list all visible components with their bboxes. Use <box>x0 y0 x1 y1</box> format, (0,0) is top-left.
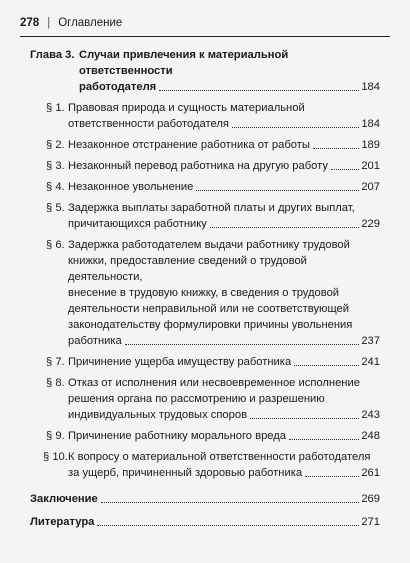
chapter-title-line-1: Случаи привлечения к материальной ответственности <box>79 49 289 77</box>
page-ref: 261 <box>361 467 380 479</box>
section-number: § 5. <box>46 202 65 214</box>
page-ref: 248 <box>361 430 380 442</box>
section-title-line: Причинение работнику морального вреда <box>68 430 287 442</box>
page-ref: 207 <box>361 181 380 193</box>
section-title-line: законодательству формулировки причины увольнения <box>68 319 353 331</box>
dot-leader <box>97 525 359 526</box>
section-title-line: Незаконный перевод работника на другую работу <box>68 160 328 172</box>
toc-section-2 <box>30 137 380 153</box>
dot-leader <box>250 418 359 419</box>
table-of-contents <box>30 47 380 530</box>
section-title-line: Правовая природа и сущность материальной <box>68 102 305 114</box>
header-rule <box>20 36 390 37</box>
dot-leader <box>289 439 359 440</box>
section-number: § 1. <box>46 102 65 114</box>
section-number: § 7. <box>46 356 65 368</box>
dot-leader <box>294 365 359 366</box>
section-title-line: книжки, предоставление сведений о трудовой деятельности, <box>68 255 307 283</box>
toc-sections <box>30 100 380 481</box>
running-header <box>20 17 390 29</box>
toc-section-1 <box>30 100 380 132</box>
toc-literature <box>30 514 380 530</box>
page-ref: 184 <box>361 118 380 130</box>
section-title-line: работника <box>68 335 122 347</box>
header-separator: | <box>47 17 51 29</box>
section-number: § 10. <box>43 451 68 463</box>
section-number: § 8. <box>46 377 65 389</box>
page-ref: 237 <box>361 335 380 347</box>
dot-leader <box>196 190 359 191</box>
toc-section-6 <box>30 237 380 349</box>
dot-leader <box>101 502 360 503</box>
page-ref: 229 <box>361 218 380 230</box>
toc-chapter-3 <box>30 47 380 95</box>
section-number: § 2. <box>46 139 65 151</box>
dot-leader <box>305 476 359 477</box>
section-number: § 6. <box>46 239 65 251</box>
section-title-line: Задержка работодателем выдачи работнику трудовой <box>68 239 350 251</box>
running-title: Оглавление <box>58 17 123 29</box>
dot-leader <box>232 127 359 128</box>
dot-leader <box>125 344 360 345</box>
page-ref: 189 <box>361 139 380 151</box>
page-ref: 271 <box>361 516 380 528</box>
page-ref: 243 <box>361 409 380 421</box>
dot-leader <box>159 90 359 91</box>
page-ref: 269 <box>361 493 380 505</box>
page-number: 278 <box>20 17 40 29</box>
section-title-line: Отказ от исполнения или несвоевременное исполнение <box>68 377 360 389</box>
section-title-line: решения органа по рассмотрению и разрешению <box>68 393 325 405</box>
section-number: § 9. <box>46 430 65 442</box>
toc-section-7 <box>30 354 380 370</box>
section-title-line: за ущерб, причиненный здоровью работника <box>68 467 303 479</box>
section-title-line: причитающихся работнику <box>68 218 207 230</box>
chapter-title-line-2: работодателя <box>79 81 157 93</box>
section-title-line: К вопросу о материальной ответственности работодателя <box>68 451 371 463</box>
dot-leader <box>210 227 359 228</box>
toc-section-5 <box>30 200 380 232</box>
literature-label: Литература <box>30 516 95 528</box>
page-ref: 201 <box>361 160 380 172</box>
page-ref: 241 <box>361 356 380 368</box>
toc-section-4 <box>30 179 380 195</box>
toc-section-10 <box>30 449 380 481</box>
page-ref: 184 <box>361 81 380 93</box>
toc-section-8 <box>30 375 380 423</box>
dot-leader <box>331 169 359 170</box>
section-title-line: Причинение ущерба имуществу работника <box>68 356 292 368</box>
dot-leader <box>313 148 359 149</box>
toc-section-9 <box>30 428 380 444</box>
section-title-line: ответственности работодателя <box>68 118 229 130</box>
section-title-line: внесение в трудовую книжку, в сведения о трудовой <box>68 287 340 299</box>
toc-conclusion <box>30 491 380 507</box>
section-title-line: Задержка выплаты заработной платы и других выплат, <box>68 202 355 214</box>
section-title-line: Незаконное увольнение <box>68 181 194 193</box>
toc-section-3 <box>30 158 380 174</box>
section-title-line: Незаконное отстранение работника от работы <box>68 139 310 151</box>
section-number: § 3. <box>46 160 65 172</box>
conclusion-label: Заключение <box>30 493 98 505</box>
section-title-line: деятельности неправильной или не соответствующей <box>68 303 349 315</box>
chapter-number: Глава 3. <box>30 49 75 61</box>
section-number: § 4. <box>46 181 65 193</box>
section-title-line: индивидуальных трудовых споров <box>68 409 248 421</box>
